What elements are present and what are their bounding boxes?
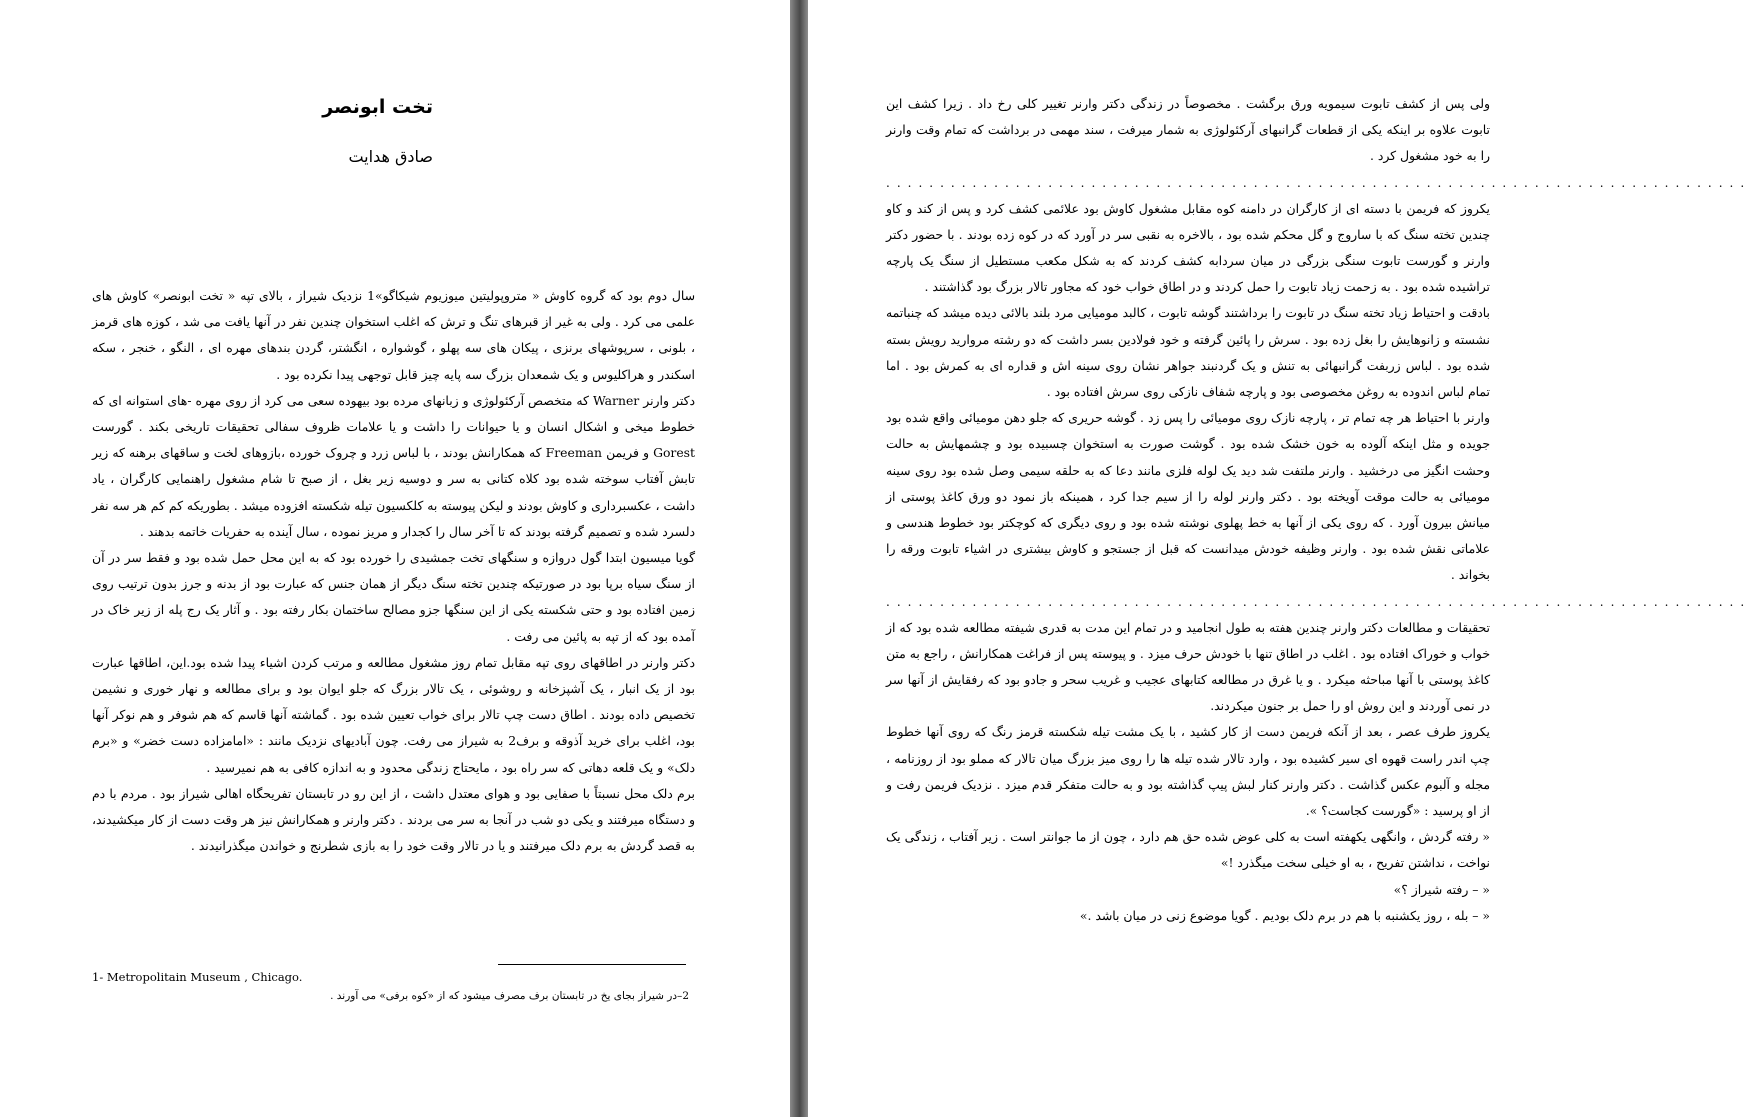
story-title: تخت ابونصر: [322, 96, 433, 118]
footnote-2: 2–در شیراز بجای یخ در تابستان برف مصرف میشود که از «کوه برفی» می آورند .: [330, 990, 689, 1002]
dialogue-line: « رفته گردش ، وانگهی یکهفته است به کلی عوض شده حق هم دارد ، چون از ما جوانتر است . زیر آفتاب ، زندگی یک نواخت ، نداشتن تفریح ، به او خیلی سخت میگذرد !»: [886, 829, 1490, 871]
paragraph: بادقت و احتیاط زیاد تخته سنگ در تابوت را برداشتند گوشه تابوت ، کالبد مومیایی مرد بلند بالائی دیده میشد که چنباتمه نشسته و زانوهایش را بغل زده بود . سرش را پائین گرفته و خود فولادین بسر داشت که دو رشته مروارید رویش بسته شده بود . لباس زربفت گرانبهائی به تنش و یک گردنبند جواهر نشان روی سینه اش و قداره ای به کمرش بود . اما تمام لباس اندوده به روغن مخصوصی بود و پارچه شفاف نازکی روی سرش افتاده بود .: [886, 305, 1490, 400]
paragraph: ولی پس از کشف تابوت سیمویه ورق برگشت . مخصوصاً در زندگی دکتر وارنر تغییر کلی رخ داد . زیرا کشف این تابوت علاوه بر اینکه یکی از قطعات گرانبهای آرکئولوژی به شمار میرفت ، سند مهمی در برداشت که تمام وقت وارنر را به خود مشغول کرد .: [886, 96, 1491, 164]
dotted-separator: ................................................................................: [886, 175, 1751, 190]
left-page: [0, 0, 790, 1117]
author-name: صادق هدایت: [348, 147, 433, 166]
right-page: [808, 0, 1751, 1117]
paragraph: برم دلک محل نسبتاً با صفایی بود و هوای معتدل داشت ، از این رو در تابستان تفریحگاه اهالی شیراز بود . مردم با دم و دستگاه میرفتند و یکی دو شب در آنجا به سر می بردند . دکتر وارنر و همکارانش نیز هر وقت دست از کار میکشیدند، به قصد گردش به برم دلک میرفتند و یا در تالار وقت خود را به بازی شطرنج و خواندن میگذرانیدند .: [92, 785, 695, 854]
dotted-separator: ................................................................................: [886, 594, 1751, 609]
page-gutter: [790, 0, 808, 1117]
paragraph: دکتر وارنر Warner که متخصص آرکئولوژی و زبانهای مرده بود بیهوده سعی می کرد از روی مهره -های استوانه ای که خطوط میخی و اشکال انسان و یا حیوانات را داشت و یا علامات ظروف سفالی تحقیقات تاریخی بکند . گورست Gorest و فریمن Freeman که همکارانش بودند ، با لباس زرد و چروک خورده ،بازوهای لخت و ساقهای برهنه که زیر تابش آفتاب سوخته شده بود کلاه کتانی به سر و دوسیه زیر بغل ، از صبح تا شام مشغول راهنمایی کارگران ، یاد داشت ، عکسبرداری و کاوش بودند و لیکن پیوسته به کلکسیون تیله شکسته افزوده میشد . بطوریکه کم کم هر سه نفر دلسرد شده و تصمیم گرفته بودند که تا آخر سال را کجدار و مریز نموده ، سال آینده به حفریات خاتمه بدهند .: [92, 392, 696, 539]
footnote-separator: [498, 964, 686, 965]
dialogue-line: « – رفته شیراز ؟»: [1393, 881, 1490, 897]
dialogue-line: « – بله ، روز یکشنبه با هم در برم دلک بودیم . گویا موضوع زنی در میان باشد .»: [1079, 907, 1490, 923]
left-page-body: [92, 283, 695, 859]
paragraph: دکتر وارنر در اطاقهای روی تپه مقابل تمام روز مشغول مطالعه و مرتب کردن اشیاء پیدا شده بود.این، اطاقها عبارت بود از یک انبار ، یک آشپزخانه و روشوئی ، یک تالار بزرگ که جلو ایوان بود و برای مطالعه و نهار خوری و نشیمن تخصیص داده بودند . اطاق دست چپ تالار برای خواب تعیین شده بود . گماشته آنها قاسم که هم شوفر و هم نوکر آنها بود، اغلب برای خرید آذوقه و برف2 به شیراز می رفت. چون آبادیهای نزدیک مانند : «امامزاده دست خضر» و «برم دلک» و یک قلعه دهاتی که سر راه بود ، مایحتاج زندگی محدود و به اندازه کافی به هم نمیرسید .: [92, 654, 696, 775]
paragraph: یکروز طرف عصر ، بعد از آنکه فریمن دست از کار کشید ، با یک مشت تیله شکسته قرمز رنگ که روی آنها خطوط چپ اندر راست قهوه ای سیر کشیده بود ، وارد تالار شده تیله ها را روی میز بزرگ میان تالار که مملو بود از روزنامه ، مجله و آلبوم عکس گذاشت . دکتر وارنر کنار لبش پیپ گذاشته بود و به حالت متفکر قدم میزد . نزدیک فریمن رفت و از او پرسید : «گورست کجاست؟ ».: [886, 724, 1490, 819]
paragraph: وارنر با احتیاط هر چه تمام تر ، پارچه نازک روی مومیائی را پس زد . گوشه حریری که جلو دهن مومیائی واقع شده بود جویده و مثل اینکه آلوده به خون خشک شده بود . گوشت صورت به استخوان چسبیده بود و چشمهایش به حالت وحشت انگیز می درخشید . وارنر ملتفت شد دید یک لوله فلزی مانند دعا که به حلقه سیمی وصل شده بود روی سینه مومیائی به حالت موقت آویخته بود . دکتر وارنر لوله را از سیم جدا کرد ، همینکه باز نمود دو ورق کاغذ پوستی از میانش بیرون آورد . که روی یکی از آنها به خط پهلوی نوشته شده بود و روی دیگری که کوچکتر بود خطوط هندسی و علاماتی نقش شده بود . وارنر وظیفه خودش میدانست که قبل از جستجو و کاوش بیشتری در اشیاء تابوت ورقه را بخواند .: [886, 410, 1490, 583]
footnote-1: 1- Metropolitain Museum , Chicago.: [92, 970, 303, 984]
paragraph: یکروز که فریمن با دسته ای از کارگران در دامنه کوه مقابل مشغول کاوش بود علائمی کشف کرد و پس از کند و کاو چندین تخته سنگ که با ساروج و گل محکم شده بود ، بالاخره به نقبی سر در آورد که در کوه زده بودند . با حضور دکتر وارنر و گورست تابوت سنگی بزرگی در میان سردابه کشف کردند که به شکل مکعب مستطیل از سنگ یک پارچه تراشیده شده بود . به زحمت زیاد تابوت را حمل کردند و در اطاق خواب خود که مجاور تالار بزرگ بود گذاشتند .: [886, 200, 1490, 295]
paragraph: گویا میسیون ابتدا گول دروازه و سنگهای تخت جمشیدی را خورده بود که به این محل حمل شده بود و فقط سر در آن از سنگ سیاه برپا بود در صورتیکه چندین تخته سنگ دیگر از همان جنس که عبارت بود از بدنه و جرز بدون ترتیب روی زمین افتاده بود و حتی شکسته یکی از این سنگها جزو مصالح ساختمان بکار رفته بود . و آثار یک رج پله از زیر خاک در آمده بود که از تپه به پائین می رفت .: [92, 550, 695, 644]
paragraph: سال دوم بود که گروه کاوش « متروپولیتین میوزیوم شیکاگو»1 نزدیک شیراز ، بالای تپه « تخت ابونصر» کاوش های علمی می کرد . ولی به غیر از قبرهای تنگ و ترش که اغلب استخوان چندین نفر در آنها یافت می شد ، کوزه های قرمز ، بلونی ، سرپوشهای برنزی ، پیکان های سه پهلو ، گوشواره ، انگشتر، گردن بندهای مهره ای ، النگو ، خنجر ، سکه اسکندر و هراکلیوس و یک شمعدان بزرگ سه پایه چیز قابل توجهی پیدا نکرده بود .: [92, 288, 695, 382]
paragraph: تحقیقات و مطالعات دکتر وارنر چندین هفته به طول انجامید و در تمام این مدت به قدری شیفته مطالعه شده بود که از خواب و خوراک افتاده بود . اغلب در اطاق تنها با خودش حرف میزد . و پیوسته پس از فراغت همکارانش ، راجع به متن کاغذ پوستی با آنها مباحثه میکرد . و یا غرق در مطالعه کتابهای عجیب و غریب سحر و جادو بود که رفقایش از آنها سر در نمی آوردند و این روش او را حمل بر جنون میکردند.: [886, 619, 1490, 714]
right-page-body: [886, 91, 1751, 929]
